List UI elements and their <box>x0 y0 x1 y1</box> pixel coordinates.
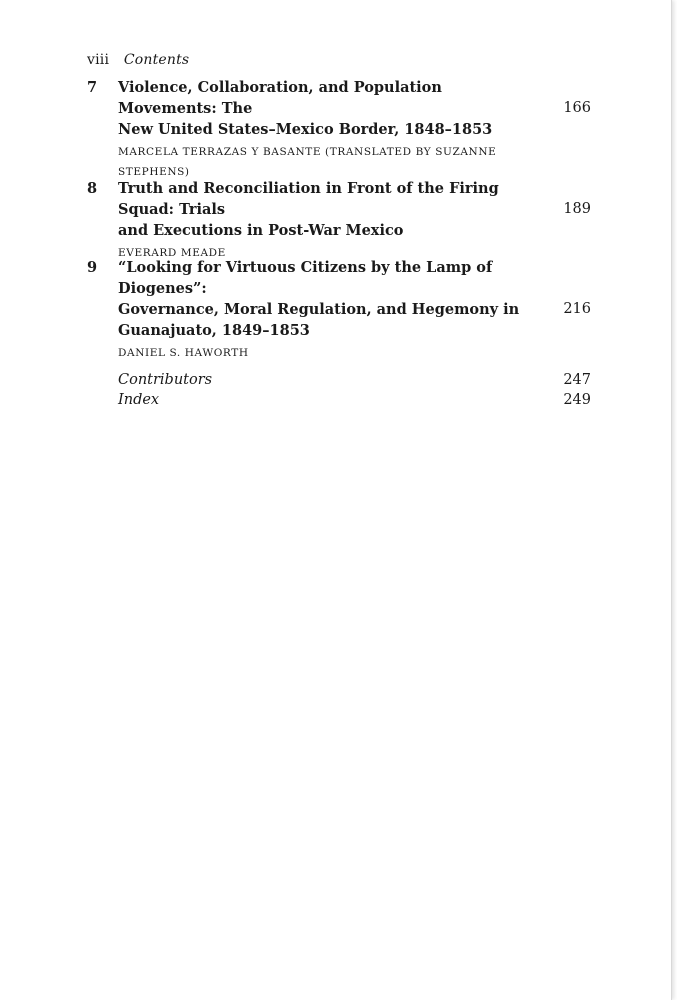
toc-entry-index <box>118 390 591 410</box>
toc-backmatter <box>118 370 591 410</box>
backmatter-page-number: 249 <box>563 392 591 408</box>
chapter-title-line: and Executions in Post-War Mexico <box>118 222 404 239</box>
backmatter-page-number: 247 <box>563 372 591 388</box>
backmatter-label: Index <box>118 392 160 408</box>
chapter-author: EVERARD MEADE <box>118 247 226 259</box>
running-head-section: Contents <box>123 52 190 68</box>
chapter-page-number: 189 <box>563 201 591 217</box>
chapter-title-line: Guanajuato, 1849–1853 <box>118 322 310 339</box>
toc-entry-contributors <box>118 370 591 390</box>
toc-entry-chapter-8 <box>87 178 591 263</box>
chapter-number: 7 <box>87 79 98 96</box>
chapter-number: 9 <box>87 259 98 276</box>
chapter-author: DANIEL S. HAWORTH <box>118 347 249 359</box>
chapter-title-line: Truth and Reconciliation in Front of the Firing Squad: Trials <box>118 180 499 218</box>
chapter-author: MARCELA TERRAZAS Y BASANTE (TRANSLATED BY SUZANNE STEPHENS) <box>118 146 497 178</box>
chapter-title <box>118 257 528 341</box>
toc-entry-chapter-7 <box>87 77 591 182</box>
chapter-title <box>118 178 528 241</box>
chapter-number: 8 <box>87 180 98 197</box>
running-head <box>87 52 189 68</box>
chapter-page-number: 166 <box>563 100 591 116</box>
toc-entry-chapter-9 <box>87 257 591 363</box>
chapter-title-line: New United States–Mexico Border, 1848–1853 <box>118 121 493 138</box>
chapter-title-line: Violence, Collaboration, and Population Movements: The <box>118 79 442 117</box>
page-folio: viii <box>87 52 110 68</box>
chapter-title-line: Governance, Moral Regulation, and Hegemony in <box>118 301 520 318</box>
backmatter-label: Contributors <box>118 372 213 388</box>
chapter-title-line: “Looking for Virtuous Citizens by the Lamp of Diogenes”: <box>118 259 493 297</box>
chapter-title <box>118 77 528 140</box>
chapter-page-number: 216 <box>563 301 591 317</box>
